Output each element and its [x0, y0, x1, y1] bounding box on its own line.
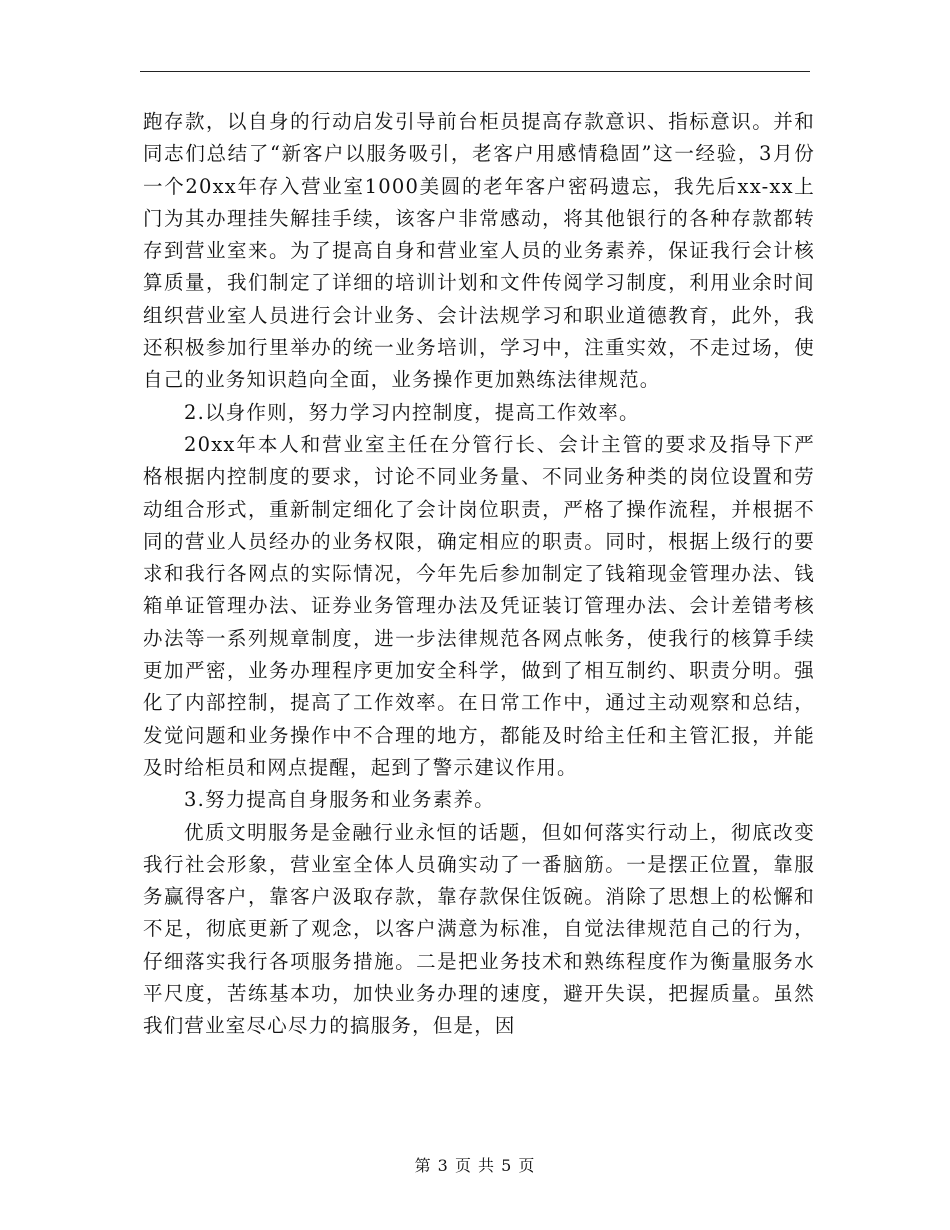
paragraph-internal-control: 20xx年本人和营业室主任在分管行长、会计主管的要求及指导下严格根据内控制度的要求，讨论不同业务量、不同业务种类的岗位设置和劳动组合形式，重新制定细化了会计岗位职责，严格了操作流程，并根据不同的营业人员经办的业务权限，确定相应的职责。同时，根据上级行的要求和我行各网点的实际情况，今年先后参加制定了钱箱现金管理办法、钱箱单证管理办法、证券业务管理办法及凭证装订管理办法、会计差错考核办法等一系列规章制度，进一步法律规范各网点帐务，使我行的核算手续更加严密，业务办理程序更加安全科学，做到了相互制约、职责分明。强化了内部控制，提高了工作效率。在日常工作中，通过主动观察和总结，发觉问题和业务操作中不合理的地方，都能及时给主任和主管汇报，并能及时给柜员和网点提醒，起到了警示建议作用。 [143, 432, 815, 779]
section-heading-3: 3.努力提高自身服务和业务素养。 [184, 788, 495, 812]
paragraph-service: 优质文明服务是金融行业永恒的话题，但如何落实行动上，彻底改变我行社会形象，营业室全体人员确实动了一番脑筋。一是摆正位置，靠服务赢得客户，靠客户汲取存款，靠存款保住饭碗。消除了思想上的松懈和不足，彻底更新了观念，以客户满意为标准，自觉法律规范自己的行为，仔细落实我行各项服务措施。二是把业务技术和熟练程度作为衡量服务水平尺度，苦练基本功，加快业务办理的速度，避开失误，把握质量。虽然我们营业室尽心尽力的搞服务，但是，因 [143, 820, 815, 1038]
paragraph-continued: 跑存款，以自身的行动启发引导前台柜员提高存款意识、指标意识。并和同志们总结了“新客户以服务吸引，老客户用感情稳固”这一经验，3月份一个20xx年存入营业室1000美圆的老年客户密码遗忘，我先后xx-xx上门为其办理挂失解挂手续，该客户非常感动，将其他银行的各种存款都转存到营业室来。为了提高自身和营业室人员的业务素养，保证我行会计核算质量，我们制定了详细的培训计划和文件传阅学习制度，利用业余时间组织营业室人员进行会计业务、会计法规学习和职业道德教育，此外，我还积极参加行里举办的统一业务培训，学习中，注重实效，不走过场，使自己的业务知识趋向全面，业务操作更加熟练法律规范。 [143, 110, 815, 392]
header-rule [140, 71, 810, 72]
page-number: 第 3 页 共 5 页 [414, 1156, 536, 1175]
section-heading-2: 2.以身作则，努力学习内控制度，提高工作效率。 [184, 400, 640, 424]
document-body [143, 106, 815, 1043]
